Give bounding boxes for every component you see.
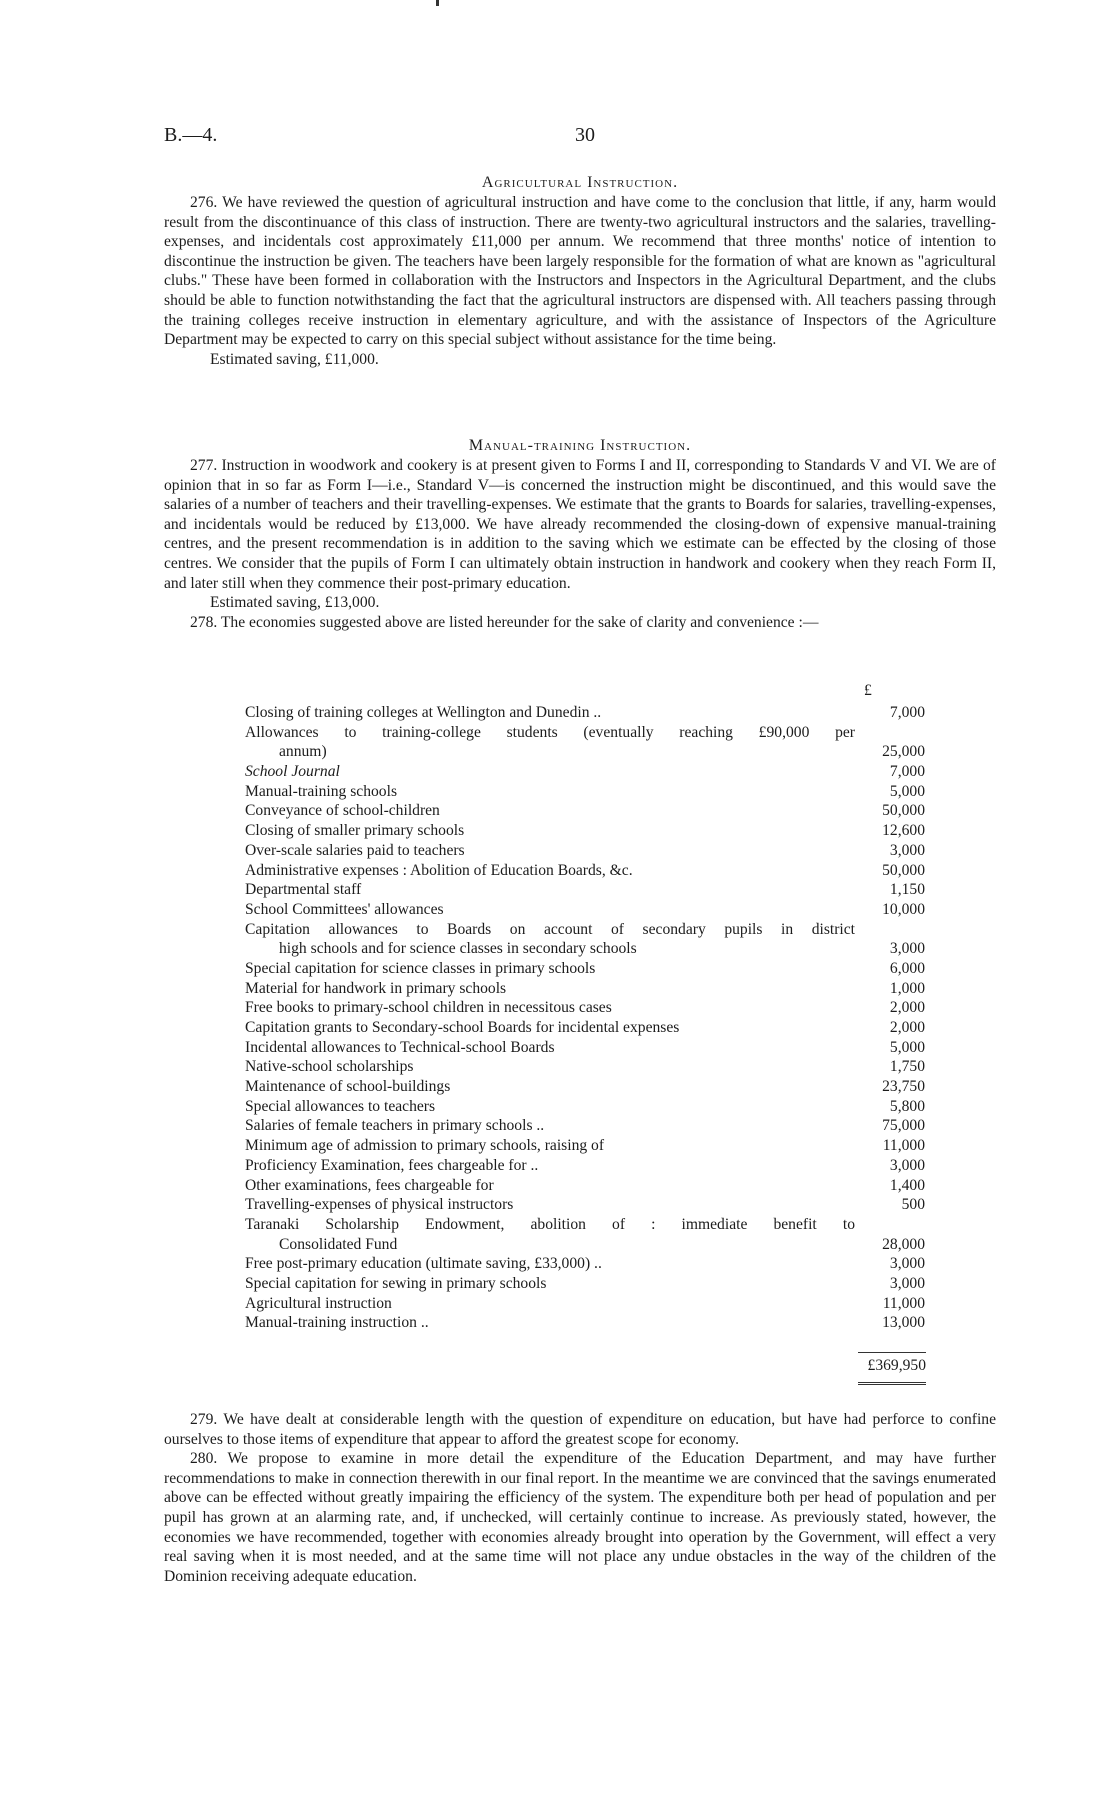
economy-label: Special capitation for science classes in primary schools [245,959,596,977]
paragraph-280: 280. We propose to examine in more detail the expenditure of the Education Department, and may have further recommendations to make in connection therewith in our final report. In the meantime we are convinced that the savings enumerated above can be effected without greatly impairing the efficiency of the system. The expenditure both per head of population and per pupil has grown at an alarming rate, and, if unchecked, will certainly continue to increase. As previously stated, however, the economies we have recommended, together with economies already brought into operation by the Government, will effect a very real saving when it is most needed, and at the same time will not place any undue obstacles in the way of the children of the Dominion receiving adequate education. [164,1450,996,1585]
economy-label: Closing of smaller primary schools [245,822,465,840]
economy-label: Salaries of female teachers in primary schools .. [245,1117,545,1135]
economy-row [245,742,925,762]
economy-label: Free post-primary education (ultimate saving, £33,000) .. [245,1255,602,1273]
economy-row [245,900,925,920]
economy-amount: 500 [901,1196,925,1214]
economy-amount: 1,150 [889,881,925,899]
manual-training-heading: Manual-training Instruction. [468,437,692,454]
economy-row [245,1038,925,1058]
agricultural-section [164,173,996,369]
economy-label: Agricultural instruction [245,1294,392,1312]
economy-row [245,1018,925,1038]
economy-amount: 7,000 [889,704,925,721]
economy-amount: 5,800 [889,1097,925,1115]
economy-amount: 3,000 [889,940,925,958]
economy-row [245,920,925,940]
economy-amount: 3,000 [889,1156,925,1174]
economy-amount: 3,000 [889,1274,925,1292]
economy-row [245,1156,925,1176]
economy-amount: 2,000 [889,999,925,1017]
economy-amount: 3,000 [889,841,925,859]
economy-amount: 5,000 [889,782,925,800]
economy-label: high schools and for science classes in secondary schools [279,940,637,958]
economies-table [245,703,925,1333]
paragraph-276: 276. We have reviewed the question of agricultural instruction and have come to the conclusion that little, if any, harm would result from the discontinuance of this class of instruction. There are twenty-two agricultural instructors and the salaries, travelling-expenses, and incidentals cost approximately £11,000 per annum. We recommend that three months' notice of intention to discontinue the instruction be given. The teachers have been largely responsible for the formation of what are known as "agricultural clubs." These have been formed in collaboration with the Instructors and Inspectors in the Agricultural Department, and the clubs should be able to function notwithstanding the fact that the agricultural instructors are dispensed with. All teachers passing through the training colleges receive instruction in elementary agriculture, and with the assistance of Inspectors of the Agriculture Department may be expected to carry on this special subject without assistance for the time being. [164,194,996,349]
economy-row [245,723,925,743]
economy-label: Conveyance of school-children [245,802,440,820]
economy-amount: 11,000 [882,1294,925,1312]
economy-label: Taranaki Scholarship Endowment, abolition of : immediate benefit to [245,1215,855,1233]
economy-row [245,1136,925,1156]
economy-row [245,821,925,841]
economy-row [245,1116,925,1136]
economy-amount: 6,000 [889,959,925,977]
economy-amount: 5,000 [889,1038,925,1056]
economy-label: Free books to primary-school children in necessitous cases [245,999,612,1017]
economy-label: Other examinations, fees chargeable for [245,1176,494,1194]
economy-amount: 1,000 [889,979,925,997]
economy-label: Special allowances to teachers [245,1097,436,1115]
economy-amount: 1,750 [889,1058,925,1076]
economy-amount: 10,000 [882,900,925,918]
economy-amount: 23,750 [882,1078,925,1096]
total-rule [858,1352,926,1353]
economy-row [245,1057,925,1077]
page-number: 30 [575,124,595,146]
economy-amount: 50,000 [882,802,925,820]
economy-row [245,782,925,802]
economy-label: Proficiency Examination, fees chargeable for .. [245,1156,539,1174]
economy-label: Capitation grants to Secondary-school Boards for incidental expenses [245,1019,680,1036]
economy-amount: 12,600 [882,822,925,840]
economy-row [245,959,925,979]
economy-amount: 1,400 [889,1176,925,1194]
economy-row [245,1176,925,1196]
economy-amount: 50,000 [882,861,925,879]
economy-label: Maintenance of school-buildings [245,1078,451,1096]
economy-label: Over-scale salaries paid to teachers [245,841,465,859]
economy-row [245,939,925,959]
economy-amount: 25,000 [882,743,925,761]
total-double-rule [858,1382,926,1385]
economy-label: Departmental staff [245,881,362,899]
economy-amount: 13,000 [882,1314,925,1332]
economy-label: Minimum age of admission to primary schools, raising of [245,1137,605,1155]
economy-row [245,1294,925,1314]
paragraph-277: 277. Instruction in woodwork and cookery is at present given to Forms I and II, corresponding to Standards V and VI. We are of opinion that in so far as Form I—i.e., Standard V—is concerned the instruction might be discontinued, and this would save the salaries of a number of teachers and their travelling-expenses. We estimate that the grants to Boards for salaries, travelling-expenses, and incidentals would be reduced by £13,000. We have already recommended the closing-down of expensive manual-training centres, and the present recommendation is in addition to the saving which we estimate can be effected by the closing of those centres. We consider that the pupils of Form I can ultimately obtain instruction in handwork and cookery when they reach Form II, and later still when they commence their post-primary education. [164,457,996,592]
economy-amount: 11,000 [882,1137,925,1155]
economy-row [245,1195,925,1215]
economy-row [245,861,925,881]
economy-label: School Committees' allowances [245,900,444,918]
economy-amount: 2,000 [889,1019,925,1036]
agricultural-heading: Agricultural Instruction. [481,174,679,191]
economy-row [245,801,925,821]
pound-column-heading: £ [864,682,872,699]
economy-row [245,1274,925,1294]
economy-label: Special capitation for sewing in primary schools [245,1274,547,1292]
saving-277: Estimated saving, £13,000. [210,594,380,612]
economy-row [245,1215,925,1235]
economy-row [245,979,925,999]
economy-label: annum) [279,743,327,761]
economy-label: Travelling-expenses of physical instructors [245,1196,514,1214]
economy-label: Consolidated Fund [279,1235,398,1253]
economy-label: Native-school scholarships [245,1058,414,1076]
economy-label: Incidental allowances to Technical-school Boards [245,1038,555,1056]
economy-row [245,998,925,1018]
economy-label: Administrative expenses : Abolition of Education Boards, &c. [245,861,633,879]
economy-label: Manual-training schools [245,782,398,800]
economy-row [245,1254,925,1274]
economy-row [245,880,925,900]
economy-row [245,841,925,861]
economies-total: £369,950 [867,1357,926,1374]
economy-row [245,1235,925,1255]
economy-label: Allowances to training-college students (eventually reaching £90,000 per [245,723,855,741]
saving-276: Estimated saving, £11,000. [210,350,379,368]
economy-row [245,762,925,782]
closing-section [164,1410,996,1586]
document-reference: B.—4. [164,124,218,146]
paragraph-279: 279. We have dealt at considerable length with the question of expenditure on education, but have had perforce to confine ourselves to those items of expenditure that appear to afford the greatest scope for economy. [164,1411,996,1448]
paragraph-278: 278. The economies suggested above are listed hereunder for the sake of clarity and convenience :— [190,613,819,631]
economy-row [245,1077,925,1097]
economy-row [245,1313,925,1333]
economy-label: Capitation allowances to Boards on account of secondary pupils in district [245,920,855,938]
economy-row [245,1097,925,1117]
economy-label: Closing of training colleges at Wellington and Dunedin .. [245,704,602,721]
economy-label: School Journal [245,763,340,781]
scan-mark [436,0,439,6]
economy-label: Manual-training instruction .. [245,1314,429,1332]
economy-label: Material for handwork in primary schools [245,979,507,997]
economy-amount: 28,000 [882,1235,925,1253]
economy-amount: 3,000 [889,1255,925,1273]
economy-amount: 7,000 [889,763,925,781]
economy-amount: 75,000 [882,1117,925,1135]
manual-training-section [164,436,996,632]
economy-row [245,703,925,723]
